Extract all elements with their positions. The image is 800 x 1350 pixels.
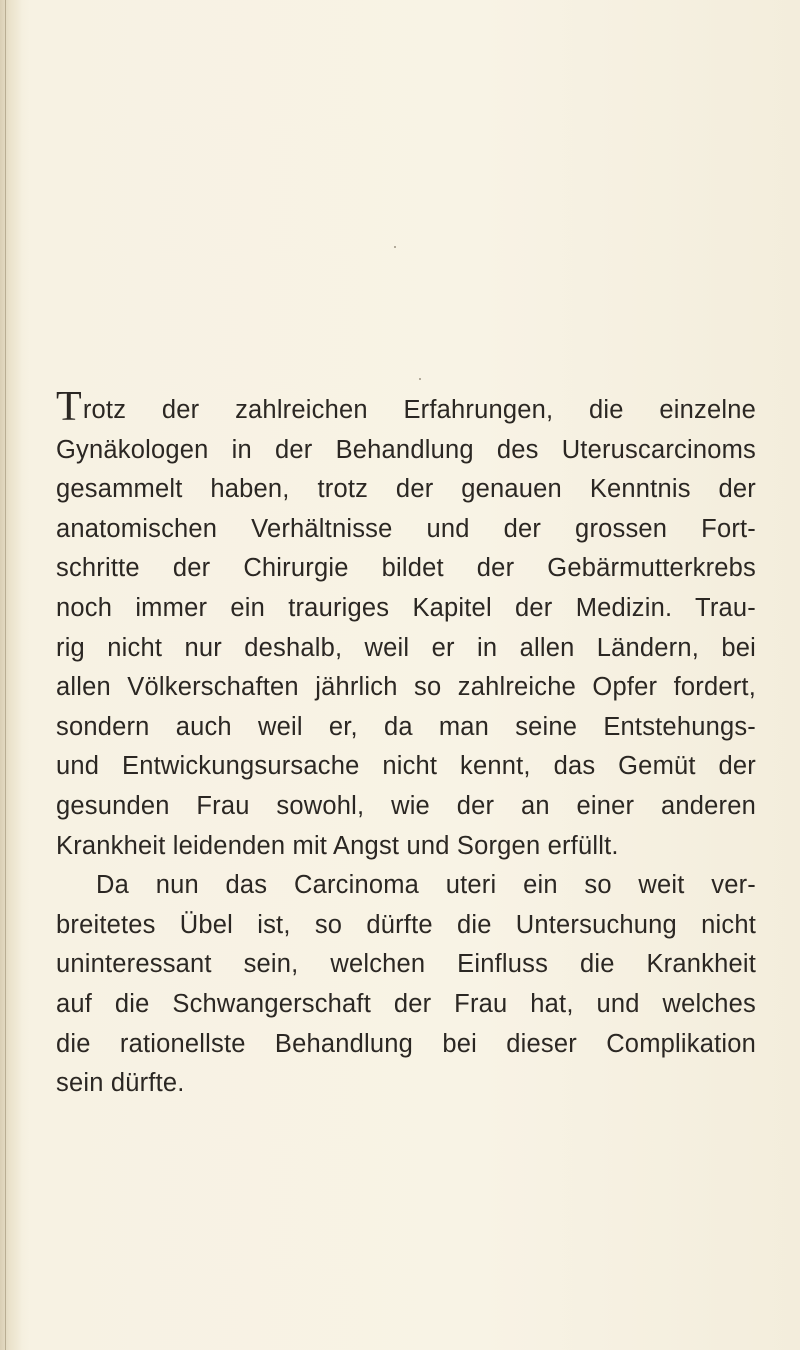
paragraph-2 [56, 866, 756, 1104]
text-line: breitetes Übel ist, so dürfte die Untersuchung nicht [56, 910, 756, 939]
paper-speck [394, 246, 396, 248]
text-line: allen Völkerschaften jährlich so zahlreiche Opfer fordert, [56, 673, 756, 702]
text-line: uninteressant sein, welchen Einfluss die Krankheit [56, 950, 756, 979]
text-line: Krankheit leidenden mit Angst und Sorgen erfüllt. [56, 831, 619, 860]
paper-speck [419, 378, 421, 380]
page-gutter [0, 0, 22, 1350]
text-line: die rationellste Behandlung bei dieser Complikation [56, 1029, 756, 1058]
text-line: gesammelt haben, trotz der genauen Kenntnis der [56, 475, 756, 504]
text-line: sondern auch weil er, da man seine Entstehungs- [56, 712, 756, 741]
text-line: rig nicht nur deshalb, weil er in allen Ländern, bei [56, 633, 756, 662]
paragraph-1 [56, 384, 756, 866]
text-line: noch immer ein trauriges Kapitel der Medizin. Trau- [56, 593, 756, 622]
text-line: sein dürfte. [56, 1069, 185, 1098]
text-line: und Entwickungsursache nicht kennt, das Gemüt der [56, 752, 756, 781]
text-line [56, 384, 756, 431]
text-line: Gynäkologen in der Behandlung des Uteruscarcinoms [56, 435, 756, 464]
text-line: schritte der Chirurgie bildet der Gebärmutterkrebs [56, 554, 756, 583]
text-line: Da nun das Carcinoma uteri ein so weit ver- [96, 871, 756, 900]
binding-edge [5, 0, 6, 1350]
drop-cap: T [56, 384, 82, 430]
text-line-content: rotz der zahlreichen Erfahrungen, die einzelne [82, 396, 756, 424]
body-text [56, 384, 756, 1104]
text-line: anatomischen Verhältnisse und der grossen Fort- [56, 514, 756, 543]
text-line: auf die Schwangerschaft der Frau hat, und welches [56, 989, 756, 1018]
text-line: gesunden Frau sowohl, wie der an einer anderen [56, 791, 756, 820]
